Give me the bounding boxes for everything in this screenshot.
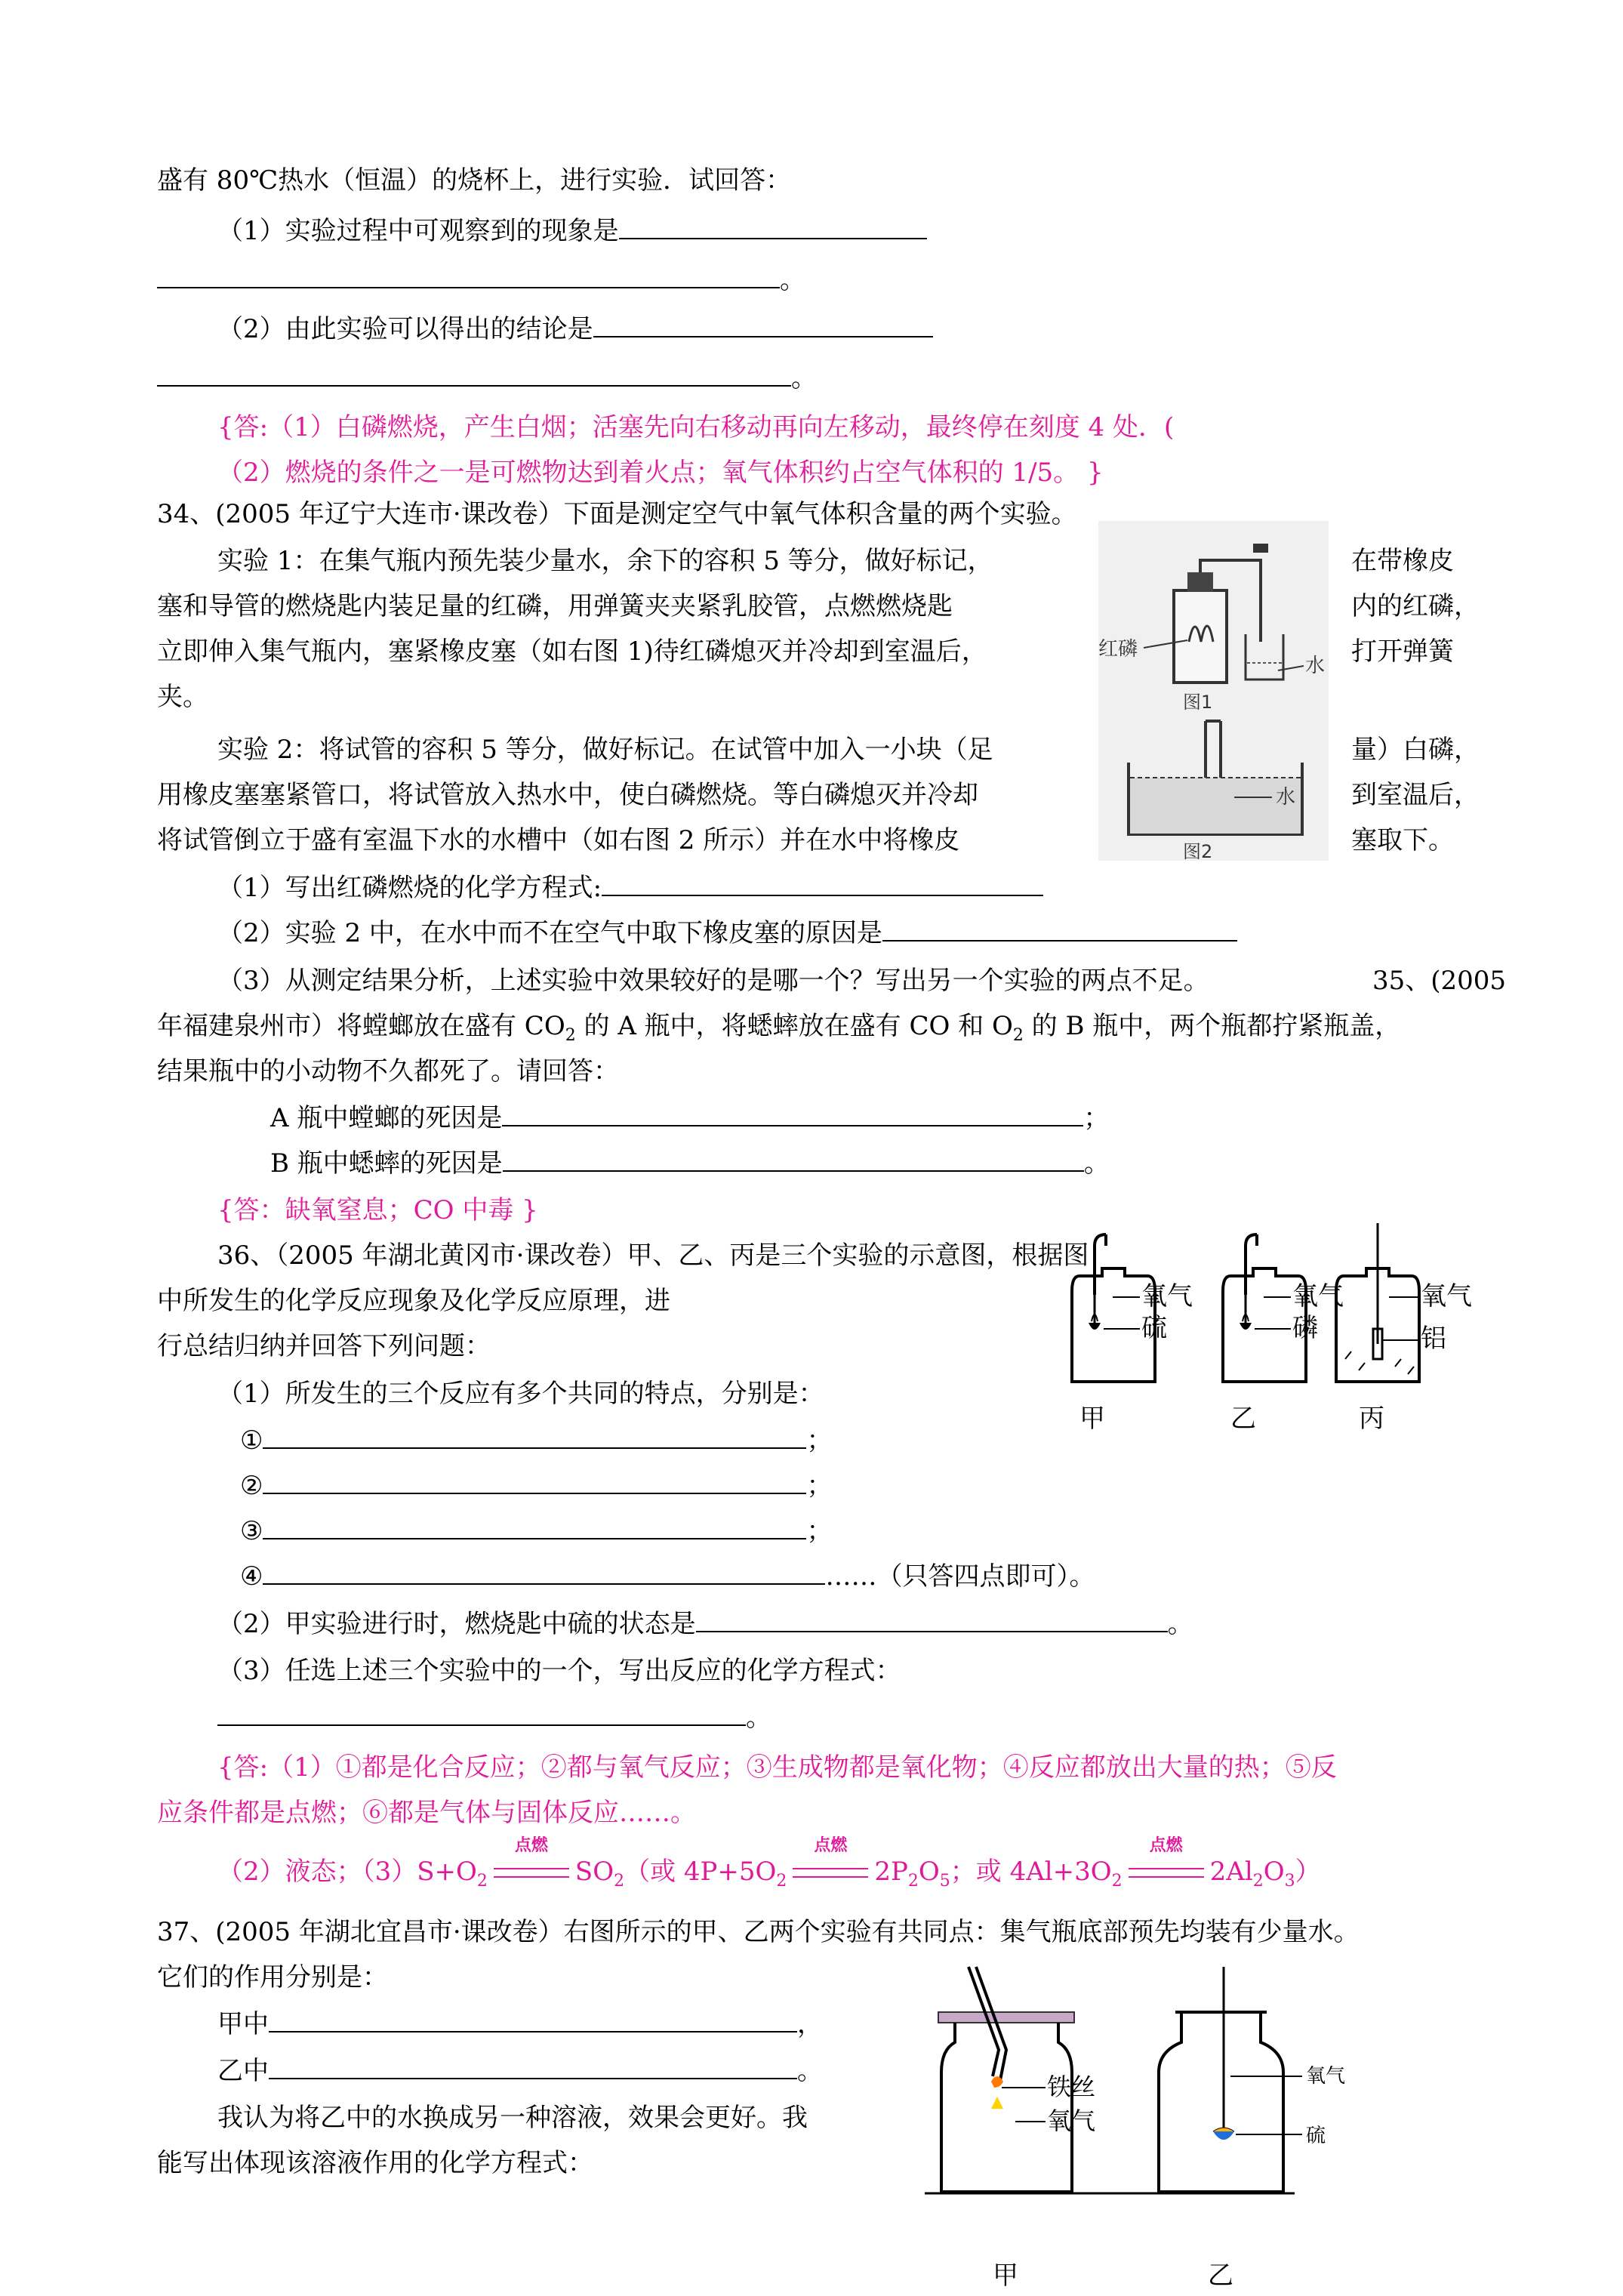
q36-sub3: （3）任选上述三个实验中的一个，写出反应的化学方程式：: [217, 1656, 901, 1686]
q34-exp1-c: 立即伸入集气瓶内，塞紧橡皮塞（如右图 1)待红磷熄灭并冷却到室温后，: [157, 636, 987, 667]
figure-1-caption: 图1: [1183, 692, 1213, 713]
q36-point-1: ① ；: [240, 1417, 832, 1464]
q34-exp1-c-right: 打开弹簧: [1351, 636, 1454, 667]
q37-yi: 乙中 。: [217, 2048, 823, 2094]
q34-sub2: （2）实验 2 中，在水中而不在空气中取下橡皮塞的原因是: [217, 910, 1237, 957]
q34-exp2-b: 用橡皮塞塞紧管口，将试管放入热水中，使白磷燃烧。等白磷熄灭并冷却: [157, 780, 978, 810]
q34-exp2-a: 实验 2：将试管的容积 5 等分，做好标记。在试管中加入一小块（足: [217, 735, 993, 765]
bing-label: 丙: [1359, 1404, 1384, 1434]
q35-stem-2: 结果瓶中的小动物不久都死了。请回答：: [157, 1056, 619, 1086]
q36-point-2: ② ；: [240, 1462, 832, 1509]
q33-answer-2: （2）燃烧的条件之一是可燃物达到着火点；氧气体积约占空气体积的 1/5。 }: [217, 458, 1104, 488]
jar-yi: [1159, 1967, 1345, 2291]
q36-answer-3: （2）液态；$(3)S+O_2$ 点燃 $SO_2$（或 $4P+5O_2$ 点燃 $2P_2O_5$；或 $4Al+3O_2$ 点燃 $2Al_2O_3$）: [217, 1835, 1321, 1891]
q36-sub1: （1）所发生的三个反应有多个共同的特点，分别是：: [217, 1379, 824, 1409]
jia-oxygen-label-2: 氧气: [1047, 2106, 1096, 2135]
label-water-1: 水: [1305, 655, 1326, 677]
q36-point-3: ③ ；: [240, 1508, 832, 1555]
q33-1: （1）实验过程中可观察到的现象是: [217, 208, 927, 254]
jia-label-2: 甲: [993, 2261, 1018, 2291]
yi-oxygen-label: 氧气: [1292, 1281, 1344, 1311]
yi-label-2: 乙: [1208, 2261, 1233, 2291]
yi-sulfur-label: 硫: [1306, 2125, 1326, 2147]
q37-note-1: 我认为将乙中的水换成另一种溶液，效果会更好。我: [217, 2103, 808, 2133]
reaction-condition: 点燃: [790, 1853, 871, 1883]
yi-oxygen-label-2: 氧气: [1306, 2065, 1346, 2088]
q36-point-4: ④ ……（只答四点即可）。: [240, 1553, 1095, 1600]
q36-sub2: （2）甲实验进行时，燃烧匙中硫的状态是 。: [217, 1601, 1193, 1647]
q36-stem-2: 行总结归纳并回答下列问题：: [157, 1331, 491, 1361]
q34-exp2-c: 将试管倒立于盛有室温下水的水槽中（如右图 2 所示）并在水中将橡皮: [157, 825, 960, 855]
q35-number: 35、(2005: [1372, 966, 1507, 996]
q35-b: B 瓶中蟋蟀的死因是 。: [270, 1140, 1110, 1187]
q35-a: A 瓶中螳螂的死因是 ；: [270, 1095, 1109, 1142]
q34-exp1-b: 塞和导管的燃烧匙内装足量的红磷，用弹簧夹夹紧乳胶管，点燃燃烧匙: [157, 591, 953, 621]
figure-1-2: [1098, 521, 1329, 861]
q34-exp1-a-right: 在带橡皮: [1351, 546, 1454, 576]
iron-wire-label: 铁丝: [1047, 2073, 1096, 2101]
yi-label: 乙: [1230, 1404, 1256, 1434]
q34-sub3: （3）从测定结果分析，上述实验中效果较好的是哪一个？写出另一个实验的两点不足。: [217, 966, 1209, 996]
rubber-stopper: [1187, 572, 1213, 592]
jar-jia: [938, 1967, 1095, 2291]
q37-note-2: 能写出体现该溶液作用的化学方程式：: [157, 2148, 593, 2178]
q37-jia: 甲中 ，: [217, 2001, 823, 2048]
label-water-2: 水: [1276, 786, 1296, 809]
jia-oxygen-label: 氧气: [1141, 1281, 1193, 1311]
bing-oxygen-label: 氧气: [1421, 1281, 1472, 1311]
bing-aluminum-label: 铝: [1421, 1324, 1446, 1354]
jia-sulfur-label: 硫: [1141, 1313, 1167, 1343]
q36-title: 36、（2005 年湖北黄冈市·课改卷）甲、乙、丙是三个实验的示意图，根据图: [217, 1240, 1089, 1271]
yi-phosphorus-label: 磷: [1292, 1313, 1318, 1343]
bottle-jia: [1072, 1234, 1193, 1434]
figure-2-caption: 图2: [1183, 841, 1213, 862]
q33-1-cont: 。: [157, 257, 805, 304]
q36-answer-1: {答:（1）①都是化合反应；②都与氧气反应；③生成物都是氧化物；④反应都放出大量的热；⑤反: [217, 1752, 1337, 1783]
jia-label: 甲: [1079, 1404, 1105, 1434]
burning-spoon: [1213, 2131, 1234, 2140]
q34-exp1-d: 夹。: [157, 682, 208, 712]
q34-exp2-c-right: 塞取下。: [1351, 825, 1454, 855]
reaction-condition: 点燃: [1126, 1853, 1207, 1883]
q33-2: （2）由此实验可以得出的结论是: [217, 306, 933, 353]
q33-intro: 盛有 80℃热水（恒温）的烧杯上，进行实验．试回答：: [157, 165, 792, 196]
bottle-yi: [1223, 1234, 1344, 1434]
figure-4-iron-sulfur: [925, 1967, 1347, 2291]
q37-title: 37、(2005 年湖北宜昌市·课改卷）右图所示的甲、乙两个实验有共同点：集气瓶底部预先均装有少量水。: [157, 1917, 1360, 1947]
label-red-phosphorus: 红磷: [1098, 638, 1138, 661]
q37-stem: 它们的作用分别是：: [157, 1962, 388, 1992]
figure-3-combustion: [1034, 1223, 1472, 1442]
reaction-condition: 点燃: [491, 1853, 572, 1883]
q33-2-cont: 。: [157, 355, 817, 402]
q35-stem: 年福建泉州市）将螳螂放在盛有 $CO_2$ 的 A 瓶中，将蟋蟀放在盛有 CO 和 $O_2$ 的 B 瓶中，两个瓶都拧紧瓶盖，: [157, 1011, 1401, 1045]
q34-exp2-b-right: 到室温后，: [1351, 780, 1480, 810]
q34-sub1: （1）写出红磷燃烧的化学方程式:: [217, 864, 1043, 911]
q34-exp1-b-right: 内的红磷，: [1351, 591, 1480, 621]
q36-stem-1: 中所发生的化学反应现象及化学反应原理，进: [157, 1286, 670, 1316]
q36-sub3-blank: 。: [217, 1694, 771, 1741]
q34-exp2-a-right: 量）白磷，: [1351, 735, 1480, 765]
bottle-bing: [1336, 1223, 1472, 1434]
q36-answer-2: 应条件都是点燃；⑥都是气体与固体反应……。: [157, 1798, 696, 1828]
q33-answer-1: {答:（1）白磷燃烧，产生白烟；活塞先向右移动再向左移动，最终停在刻度 4 处．(: [217, 412, 1175, 442]
q34-exp1-a: 实验 1：在集气瓶内预先装少量水，余下的容积 5 等分，做好标记，: [217, 546, 993, 576]
q34-title: 34、(2005 年辽宁大连市·课改卷）下面是测定空气中氧气体积含量的两个实验。: [157, 499, 1077, 529]
q35-answer: {答：缺氧窒息；CO 中毒 }: [217, 1195, 538, 1225]
spring-clip: [1253, 544, 1268, 553]
